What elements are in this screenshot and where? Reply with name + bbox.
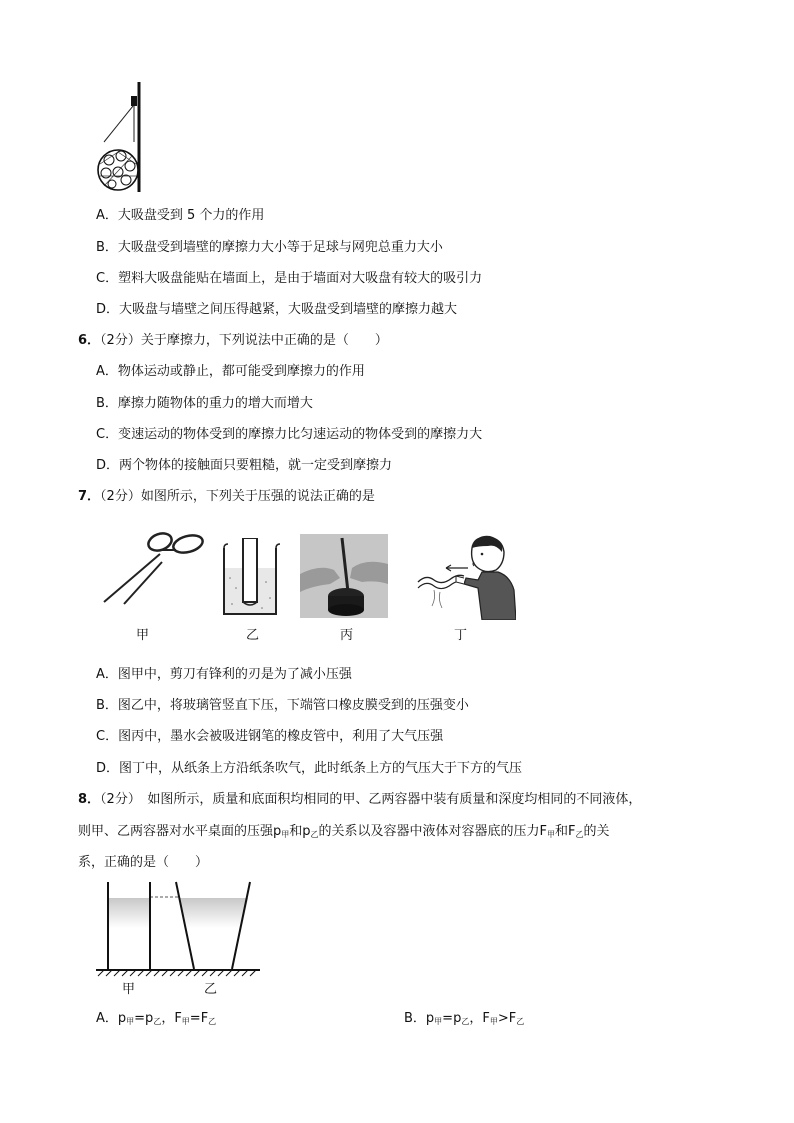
q8-option-a-text-2: =p (134, 1011, 154, 1026)
q8-option-a-text-4: =F (189, 1011, 209, 1026)
q8-stem-line2 (78, 824, 610, 843)
q7-figure-label-jia: 甲 (136, 628, 150, 643)
q8-text-2c: 的关系以及容器中液体对容器底的压力F (318, 824, 548, 839)
beaker-glass-tube-figure (220, 538, 284, 618)
scissors-figure (100, 528, 208, 606)
q8-sub-yi-2: 乙 (575, 830, 584, 839)
q8-text-2e: 的关 (583, 824, 610, 839)
q5-option-a: A．大吸盘受到 5 个力的作用 (96, 208, 265, 223)
q8-text-2d: 和F (555, 824, 576, 839)
q8-option-b-sub-2: 乙 (461, 1017, 470, 1026)
boy-blowing-paper-figure (412, 534, 516, 620)
q8-sub-jia-1: 甲 (281, 830, 290, 839)
q6-option-b: B．摩擦力随物体的重力的增大而增大 (96, 396, 313, 411)
q8-score: （2分） (100, 792, 135, 807)
q8-number: 8． (78, 792, 101, 807)
q7-stem (78, 489, 375, 505)
q8-option-b-sub-1: 甲 (434, 1017, 443, 1026)
two-containers-figure (94, 880, 262, 980)
q8-option-b-text-4: >F (497, 1011, 517, 1026)
q8-text-2a: 则甲、乙两容器对水平桌面的压强p (78, 824, 282, 839)
q6-score: （2分） (100, 333, 141, 348)
q5-option-b: B．大吸盘受到墙壁的摩擦力大小等于足球与网兜总重力大小 (96, 240, 443, 255)
q8-sub-jia-2: 甲 (547, 830, 556, 839)
q8-option-a-sub-1: 甲 (126, 1017, 135, 1026)
q7-score: （2分） (100, 489, 141, 504)
q6-option-c: C．变速运动的物体受到的摩擦力比匀速运动的物体受到的摩擦力大 (96, 427, 483, 442)
q8-text-2b: 和p (289, 824, 311, 839)
q8-option-b-sub-4: 乙 (516, 1017, 525, 1026)
suction-cup-ball-figure (92, 80, 152, 195)
q7-figure-label-ding: 丁 (454, 628, 468, 643)
q8-option-a-sub-4: 乙 (208, 1017, 217, 1026)
fountain-pen-ink-figure (300, 534, 388, 618)
q7-option-d: D．图丁中，从纸条上方沿纸条吹气，此时纸条上方的气压大于下方的气压 (96, 761, 523, 776)
q5-option-d: D．大吸盘与墙壁之间压得越紧，大吸盘受到墙壁的摩擦力越大 (96, 302, 458, 317)
q6-option-d: D．两个物体的接触面只要粗糙，就一定受到摩擦力 (96, 458, 393, 473)
q7-option-c: C．图丙中，墨水会被吸进钢笔的橡皮管中，利用了大气压强 (96, 729, 444, 744)
q8-option-a-text-1: A．p (96, 1011, 127, 1026)
q7-figure-label-bing: 丙 (340, 628, 354, 643)
q6-option-a: A．物体运动或静止，都可能受到摩擦力的作用 (96, 364, 365, 379)
q8-option-b-text-2: =p (442, 1011, 462, 1026)
q8-option-a-text-3: ，F (161, 1011, 182, 1026)
q5-option-c: C．塑料大吸盘能贴在墙面上，是由于墙面对大吸盘有较大的吸引力 (96, 271, 483, 286)
q7-text: 如图所示，下列关于压强的说法正确的是 (140, 489, 375, 504)
q8-stem-line3: 系，正确的是（ ） (78, 855, 209, 870)
q6-text: 关于摩擦力，下列说法中正确的是（ ） (140, 333, 388, 348)
q8-text-1: 如图所示，质量和底面积均相同的甲、乙两容器中装有质量和深度均相同的不同液体， (134, 792, 642, 807)
q8-option-a-sub-2: 乙 (153, 1017, 162, 1026)
q7-option-a: A．图甲中，剪刀有锋利的刃是为了减小压强 (96, 667, 352, 682)
q8-option-b-text-3: ，F (469, 1011, 490, 1026)
q8-figure-label-yi: 乙 (204, 982, 218, 997)
q8-option-b-text-1: B．p (404, 1011, 435, 1026)
q8-option-b-sub-3: 甲 (489, 1017, 498, 1026)
q7-option-b: B．图乙中，将玻璃管竖直下压，下端管口橡皮膜受到的压强变小 (96, 698, 469, 713)
q8-stem-line1 (78, 792, 641, 808)
q6-number: 6． (78, 333, 101, 348)
q8-sub-yi-1: 乙 (310, 830, 319, 839)
q8-figure-label-jia: 甲 (122, 982, 136, 997)
q6-stem (78, 333, 388, 349)
q8-option-a-sub-3: 甲 (181, 1017, 190, 1026)
q7-number: 7． (78, 489, 101, 504)
q7-figure-label-yi: 乙 (246, 628, 260, 643)
q8-option-b (404, 1011, 524, 1030)
q8-option-a (96, 1011, 216, 1030)
